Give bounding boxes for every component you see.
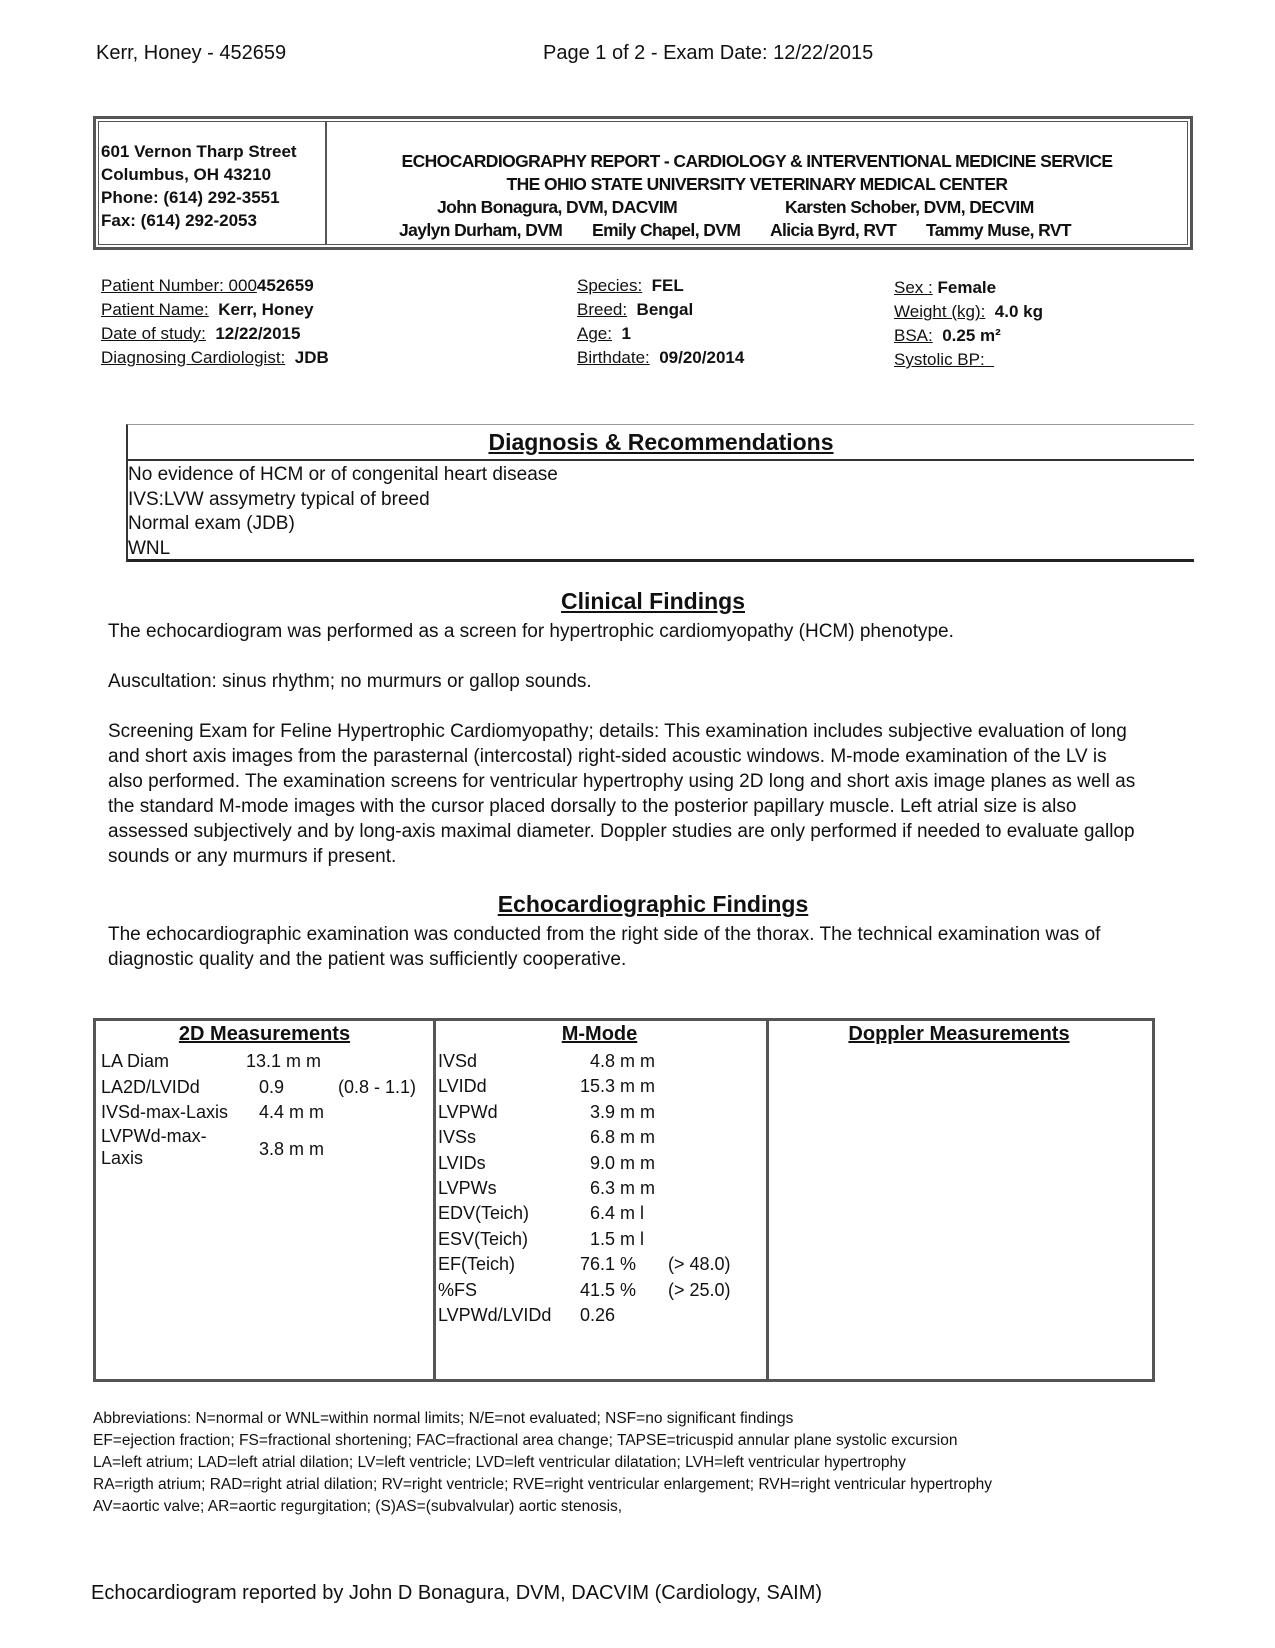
mmode-column	[433, 1021, 769, 1379]
mmode-row	[438, 1226, 758, 1251]
measurement-value: 3.9 m m	[590, 1101, 656, 1122]
measurement-name: EDV(Teich)	[438, 1203, 530, 1224]
diagnosis-title: Diagnosis & Recommendations	[128, 429, 1194, 461]
twod-row	[101, 1074, 417, 1100]
address-line: Fax: (614) 292-2053	[101, 211, 257, 230]
sex-value: Female	[937, 278, 997, 297]
clinical-paragraph: The echocardiogram was performed as a screen for hypertrophic cardiomyopathy (HCM) phenotype.	[108, 621, 954, 642]
staff-name: Karsten Schober, DVM, DECVIM	[785, 197, 1034, 217]
address-box	[98, 121, 326, 245]
species-label: Species:	[577, 276, 643, 295]
measurement-name: LVIDd	[438, 1076, 487, 1097]
staff-name: Jaylyn Durham, DVM	[399, 220, 563, 240]
measurement-name: LVIDs	[438, 1152, 486, 1173]
clinical-paragraph: Auscultation: sinus rhythm; no murmurs or gallop sounds.	[108, 671, 592, 692]
weight-label: Weight (kg):	[894, 302, 986, 321]
breed-label: Breed:	[577, 300, 628, 319]
measurement-value: 4.8 m m	[590, 1051, 656, 1071]
cardiologist-label: Diagnosing Cardiologist:	[101, 348, 286, 367]
measurements-table	[93, 1018, 1155, 1382]
clinic-header-box	[93, 116, 1193, 250]
abbreviation-line: Abbreviations: N=normal or WNL=within normal limits; N/E=not evaluated; NSF=no significant findings	[93, 1410, 794, 1427]
header-patient-ref: Kerr, Honey - 452659	[96, 42, 287, 64]
measurement-name: LVPWd-max-	[101, 1126, 207, 1146]
details-line: Screening Exam for Feline Hypertrophic Cardiomyopathy; details: This examination includes subjective evaluation of long	[108, 721, 1127, 742]
twod-column	[96, 1021, 436, 1379]
mmode-row	[438, 1302, 758, 1327]
staff-name: John Bonagura, DVM, DACVIM	[437, 197, 678, 217]
age-value: 1	[621, 324, 631, 343]
measurement-name: %FS	[438, 1279, 478, 1300]
address-line: 601 Vernon Tharp Street	[101, 142, 297, 161]
measurement-value: 4.4 m m	[259, 1102, 325, 1122]
measurement-range: (> 48.0)	[668, 1254, 731, 1275]
mmode-row	[438, 1048, 758, 1073]
mmode-row	[438, 1099, 758, 1124]
systolic-bp-label: Systolic BP:	[894, 350, 985, 369]
mmode-row	[438, 1150, 758, 1175]
species-value: FEL	[651, 276, 684, 295]
patient-name-value: Kerr, Honey	[218, 300, 314, 319]
abbreviation-line: AV=aortic valve; AR=aortic regurgitation; (S)AS=(subvalvular) aortic stenosis,	[93, 1498, 623, 1515]
birthdate-label: Birthdate:	[577, 348, 650, 367]
measurement-name: IVSd	[438, 1051, 478, 1071]
doppler-title: Doppler Measurements	[848, 1023, 1070, 1045]
abbreviations	[93, 1408, 992, 1518]
patient-name-label: Patient Name:	[101, 300, 209, 319]
breed-value: Bengal	[636, 300, 694, 319]
measurement-name: ESV(Teich)	[438, 1228, 529, 1249]
mmode-title: M-Mode	[561, 1023, 638, 1045]
echo-findings-body	[108, 922, 1208, 972]
measurement-range: (0.8 - 1.1)	[338, 1077, 417, 1097]
measurement-name: IVSd-max-Laxis	[101, 1102, 229, 1122]
measurement-name: LA2D/LVIDd	[101, 1077, 200, 1097]
measurement-name: LA Diam	[101, 1051, 170, 1071]
measurement-name: LVPWs	[438, 1177, 497, 1198]
clinical-details	[108, 719, 1208, 869]
header-page-info: Page 1 of 2 - Exam Date: 12/22/2015	[543, 42, 874, 64]
measurement-name: LVPWd/LVIDd	[438, 1304, 552, 1325]
clinic-address	[99, 122, 325, 232]
cardiologist-value: JDB	[294, 348, 329, 367]
staff-name: Emily Chapel, DVM	[592, 220, 741, 240]
address-line: Columbus, OH 43210	[101, 165, 272, 184]
measurement-value: 0.26	[580, 1304, 616, 1325]
twod-row	[101, 1048, 322, 1074]
mmode-rows	[438, 1048, 758, 1327]
measurement-value: 9.0 m m	[590, 1152, 656, 1173]
measurement-value: 13.1 m m	[246, 1051, 322, 1071]
patient-info-right	[894, 276, 1043, 372]
measurement-value: 6.4 m l	[590, 1203, 645, 1224]
measurement-value: 41.5 %	[580, 1279, 637, 1300]
reported-by: Echocardiogram reported by John D Bonagura, DVM, DACVIM (Cardiology, SAIM)	[91, 1582, 823, 1604]
doppler-column	[766, 1021, 1152, 1379]
bsa-value: 0.25 m²	[942, 326, 1001, 345]
report-title: ECHOCARDIOGRAPHY REPORT - CARDIOLOGY & INTERVENTIONAL MEDICINE SERVICE	[401, 151, 1113, 171]
mmode-row	[438, 1073, 758, 1098]
diagnosis-line: WNL	[128, 537, 171, 559]
abbreviation-line: RA=rigth atrium; RAD=right atrial dilation; RV=right ventricle; RVE=right ventricular enlargement; RVH=right ventricular hypertrophy	[93, 1476, 992, 1493]
staff-name: Tammy Muse, RVT	[926, 220, 1071, 240]
mmode-row	[438, 1251, 758, 1276]
study-date-value: 12/22/2015	[215, 324, 301, 343]
measurement-value: 6.3 m m	[590, 1177, 656, 1198]
measurement-value: 1.5 m l	[590, 1228, 645, 1249]
twod-row	[101, 1125, 325, 1169]
twod-row	[101, 1099, 325, 1125]
mmode-row	[438, 1124, 758, 1149]
diagnosis-line: Normal exam (JDB)	[128, 513, 295, 534]
measurement-name: LVPWd	[438, 1101, 498, 1122]
patient-info-left	[101, 274, 329, 370]
abbreviation-line: LA=left atrium; LAD=left atrial dilation; LV=left ventricle; LVD=left ventricular dilatation; LVH=left ventricular hypertrophy	[93, 1454, 906, 1471]
diagnosis-box	[126, 424, 1194, 562]
staff-name: Alicia Byrd, RVT	[770, 220, 897, 240]
report-title-box	[326, 121, 1188, 245]
diagnosis-line: No evidence of HCM or of congenital heart disease	[128, 464, 558, 485]
institution-name: THE OHIO STATE UNIVERSITY VETERINARY MEDICAL CENTER	[506, 174, 1008, 194]
study-date-label: Date of study:	[101, 324, 206, 343]
details-line: the standard M-mode images with the cursor placed dorsally to the posterior papillary muscle. Left atrial size is also	[108, 796, 1077, 817]
abbreviation-line: EF=ejection fraction; FS=fractional shortening; FAC=fractional area change; TAPSE=tricuspid annular plane systolic excursion	[93, 1432, 958, 1449]
measurement-name-cont: Laxis	[101, 1148, 144, 1168]
measurement-value: 6.8 m m	[590, 1127, 656, 1148]
mmode-row	[438, 1200, 758, 1225]
clinical-findings-title: Clinical Findings	[560, 588, 745, 614]
patient-info-middle	[577, 274, 744, 370]
details-line: also performed. The examination screens for ventricular hypertrophy using 2D long and short axis image planes as well as	[108, 771, 1136, 792]
bsa-label: BSA:	[894, 326, 933, 345]
diagnosis-line: IVS:LVW assymetry typical of breed	[128, 488, 430, 510]
echo-line: The echocardiographic examination was conducted from the right side of the thorax. The technical examination was of	[108, 924, 1101, 945]
measurement-value: 15.3 m m	[580, 1076, 656, 1097]
sex-label: Sex :	[894, 278, 933, 297]
patient-number-label: Patient Number: 000	[101, 276, 257, 295]
address-line: Phone: (614) 292-3551	[101, 188, 280, 207]
measurement-name: IVSs	[438, 1127, 477, 1148]
measurement-name: EF(Teich)	[438, 1254, 516, 1275]
birthdate-value: 09/20/2014	[659, 348, 745, 367]
details-line: and short axis images from the parasternal (intercostal) right-sided acoustic windows. M-mode examination of the LV is	[108, 746, 1107, 767]
details-line: assessed subjectively and by long-axis maximal diameter. Doppler studies are only performed if needed to evaluate gallop	[108, 821, 1135, 842]
mmode-row	[438, 1175, 758, 1200]
age-label: Age:	[577, 324, 612, 343]
weight-value: 4.0 kg	[994, 302, 1043, 321]
measurement-value: 3.8 m m	[259, 1139, 325, 1159]
patient-number-value: 452659	[256, 276, 314, 295]
mmode-row	[438, 1277, 758, 1302]
measurement-range: (> 25.0)	[668, 1279, 731, 1300]
twod-title: 2D Measurements	[178, 1023, 351, 1045]
echo-line: diagnostic quality and the patient was sufficiently cooperative.	[108, 949, 627, 970]
echo-findings-title: Echocardiographic Findings	[497, 891, 809, 917]
measurement-value: 0.9	[259, 1077, 285, 1097]
measurement-value: 76.1 %	[580, 1254, 637, 1275]
details-line: sounds or any murmurs if present.	[108, 846, 397, 867]
clinical-findings-body	[108, 619, 1208, 869]
